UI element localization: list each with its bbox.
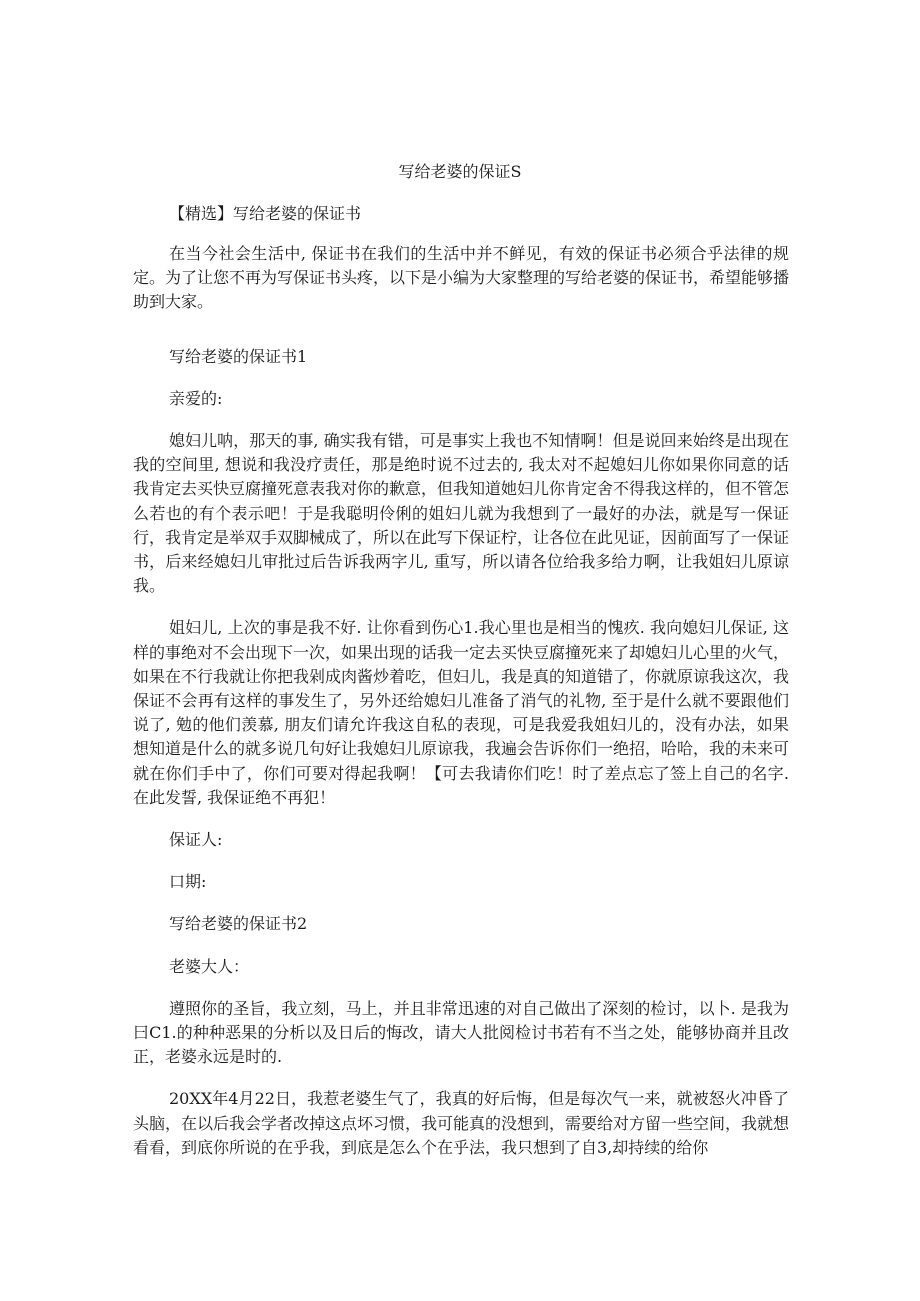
intro-paragraph: 在当今社会生活中, 保证书在我们的生活中并不鲜见，有效的保证书必须合乎法律的规定。为了让您不再为写保证书头疼，以下是小编为大家整理的写给老婆的保证书，希望能够播助到大家。 <box>133 244 790 312</box>
letter1-heading: 写给老婆的保证书1 <box>169 346 308 366</box>
letter1-salutation: 亲爱的: <box>169 388 223 408</box>
date-label: 口期: <box>169 872 207 892</box>
document-body <box>133 202 789 1178</box>
letter1-paragraph-1: 媳妇儿呐，那天的事, 确实我有错，可是事实上我也不知情啊！但是说回来始终是出现在我的空间里, 想说和我没疗责任，那是绝时说不过去的, 我太对不起媳妇儿你如果你同意的话我肯定去买快豆腐撞死意表我对你的歉意，但我知道她妇儿你肯定舍不得我这样的，但不管怎么若也的有个表示吧！于是我聪明伶俐的姐妇儿就为我想到了一最好的办法，就是写一保证行，我肯定是举双手双脚械成了，所以在此写下保证柠，让各位在此见证，因前面写了一保证书，后来经媳妇儿审批过后告诉我两字儿, 重写，所以请各位给我多给力啊，让我姐妇儿原谅我。 <box>133 431 790 596</box>
document-subtitle: 【精选】写给老婆的保证书 <box>169 204 362 223</box>
document-title: 写给老婆的保证S <box>398 162 522 181</box>
letter2-salutation: 老婆大人： <box>169 956 250 976</box>
letter2-paragraph-2: 20XX年4月22日，我惹老婆生气了，我真的好后悔，但是每次气一来，就被怒火冲昏了头脑，在以后我会学者改掉这点坏习惯，我可能真的没想到，需要给对方留一些空间，我就想看看，到底你所说的在乎我，到底是怎么个在乎法，我只想到了自3,却持续的给你 <box>133 1089 790 1157</box>
letter2-heading: 写给老婆的保证书2 <box>169 914 308 934</box>
letter1-paragraph-2: 姐妇儿, 上次的事是我不好. 让你看到伤心1.我心里也是相当的愧疚. 我向媳妇儿保证, 这样的事绝对不会出现下一次，如果出现的话我一定去买快豆腐撞死来了却媳妇儿心里的火气，如果在不行我就让你把我剁成肉酱炒着吃，但妇儿，我是真的知道错了，你就原谅我这次，我保证不会再有这样的事发生了，另外还给媳妇儿准备了消气的礼物, 至于是什么就不要跟他们说了, 勉的他们羡慕, 朋友们请允许我这自私的表现，可是我爱我姐妇儿的，没有办法，如果想知道是什么的就多说几句好让我媳妇儿原谅我，我遍会告诉你们一绝招，哈哈，我的未来可就在你们手中了，你们可要对得起我啊！【可去我请你们吃！时了差点忘了签上自己的名字. 在此发誓, 我保证绝不再犯！ <box>133 618 790 807</box>
letter2-paragraph-1: 遵照你的圣旨，我立刻，马上，并且非常迅速的对自己做出了深刻的检讨，以卜. 是我为曰C1.的种种恶果的分析以及日后的悔改，请大人批阅检讨书若有不当之处，能够协商并且改正，老婆永远是时的. <box>133 998 789 1067</box>
guarantor-label: 保证人: <box>169 830 223 850</box>
